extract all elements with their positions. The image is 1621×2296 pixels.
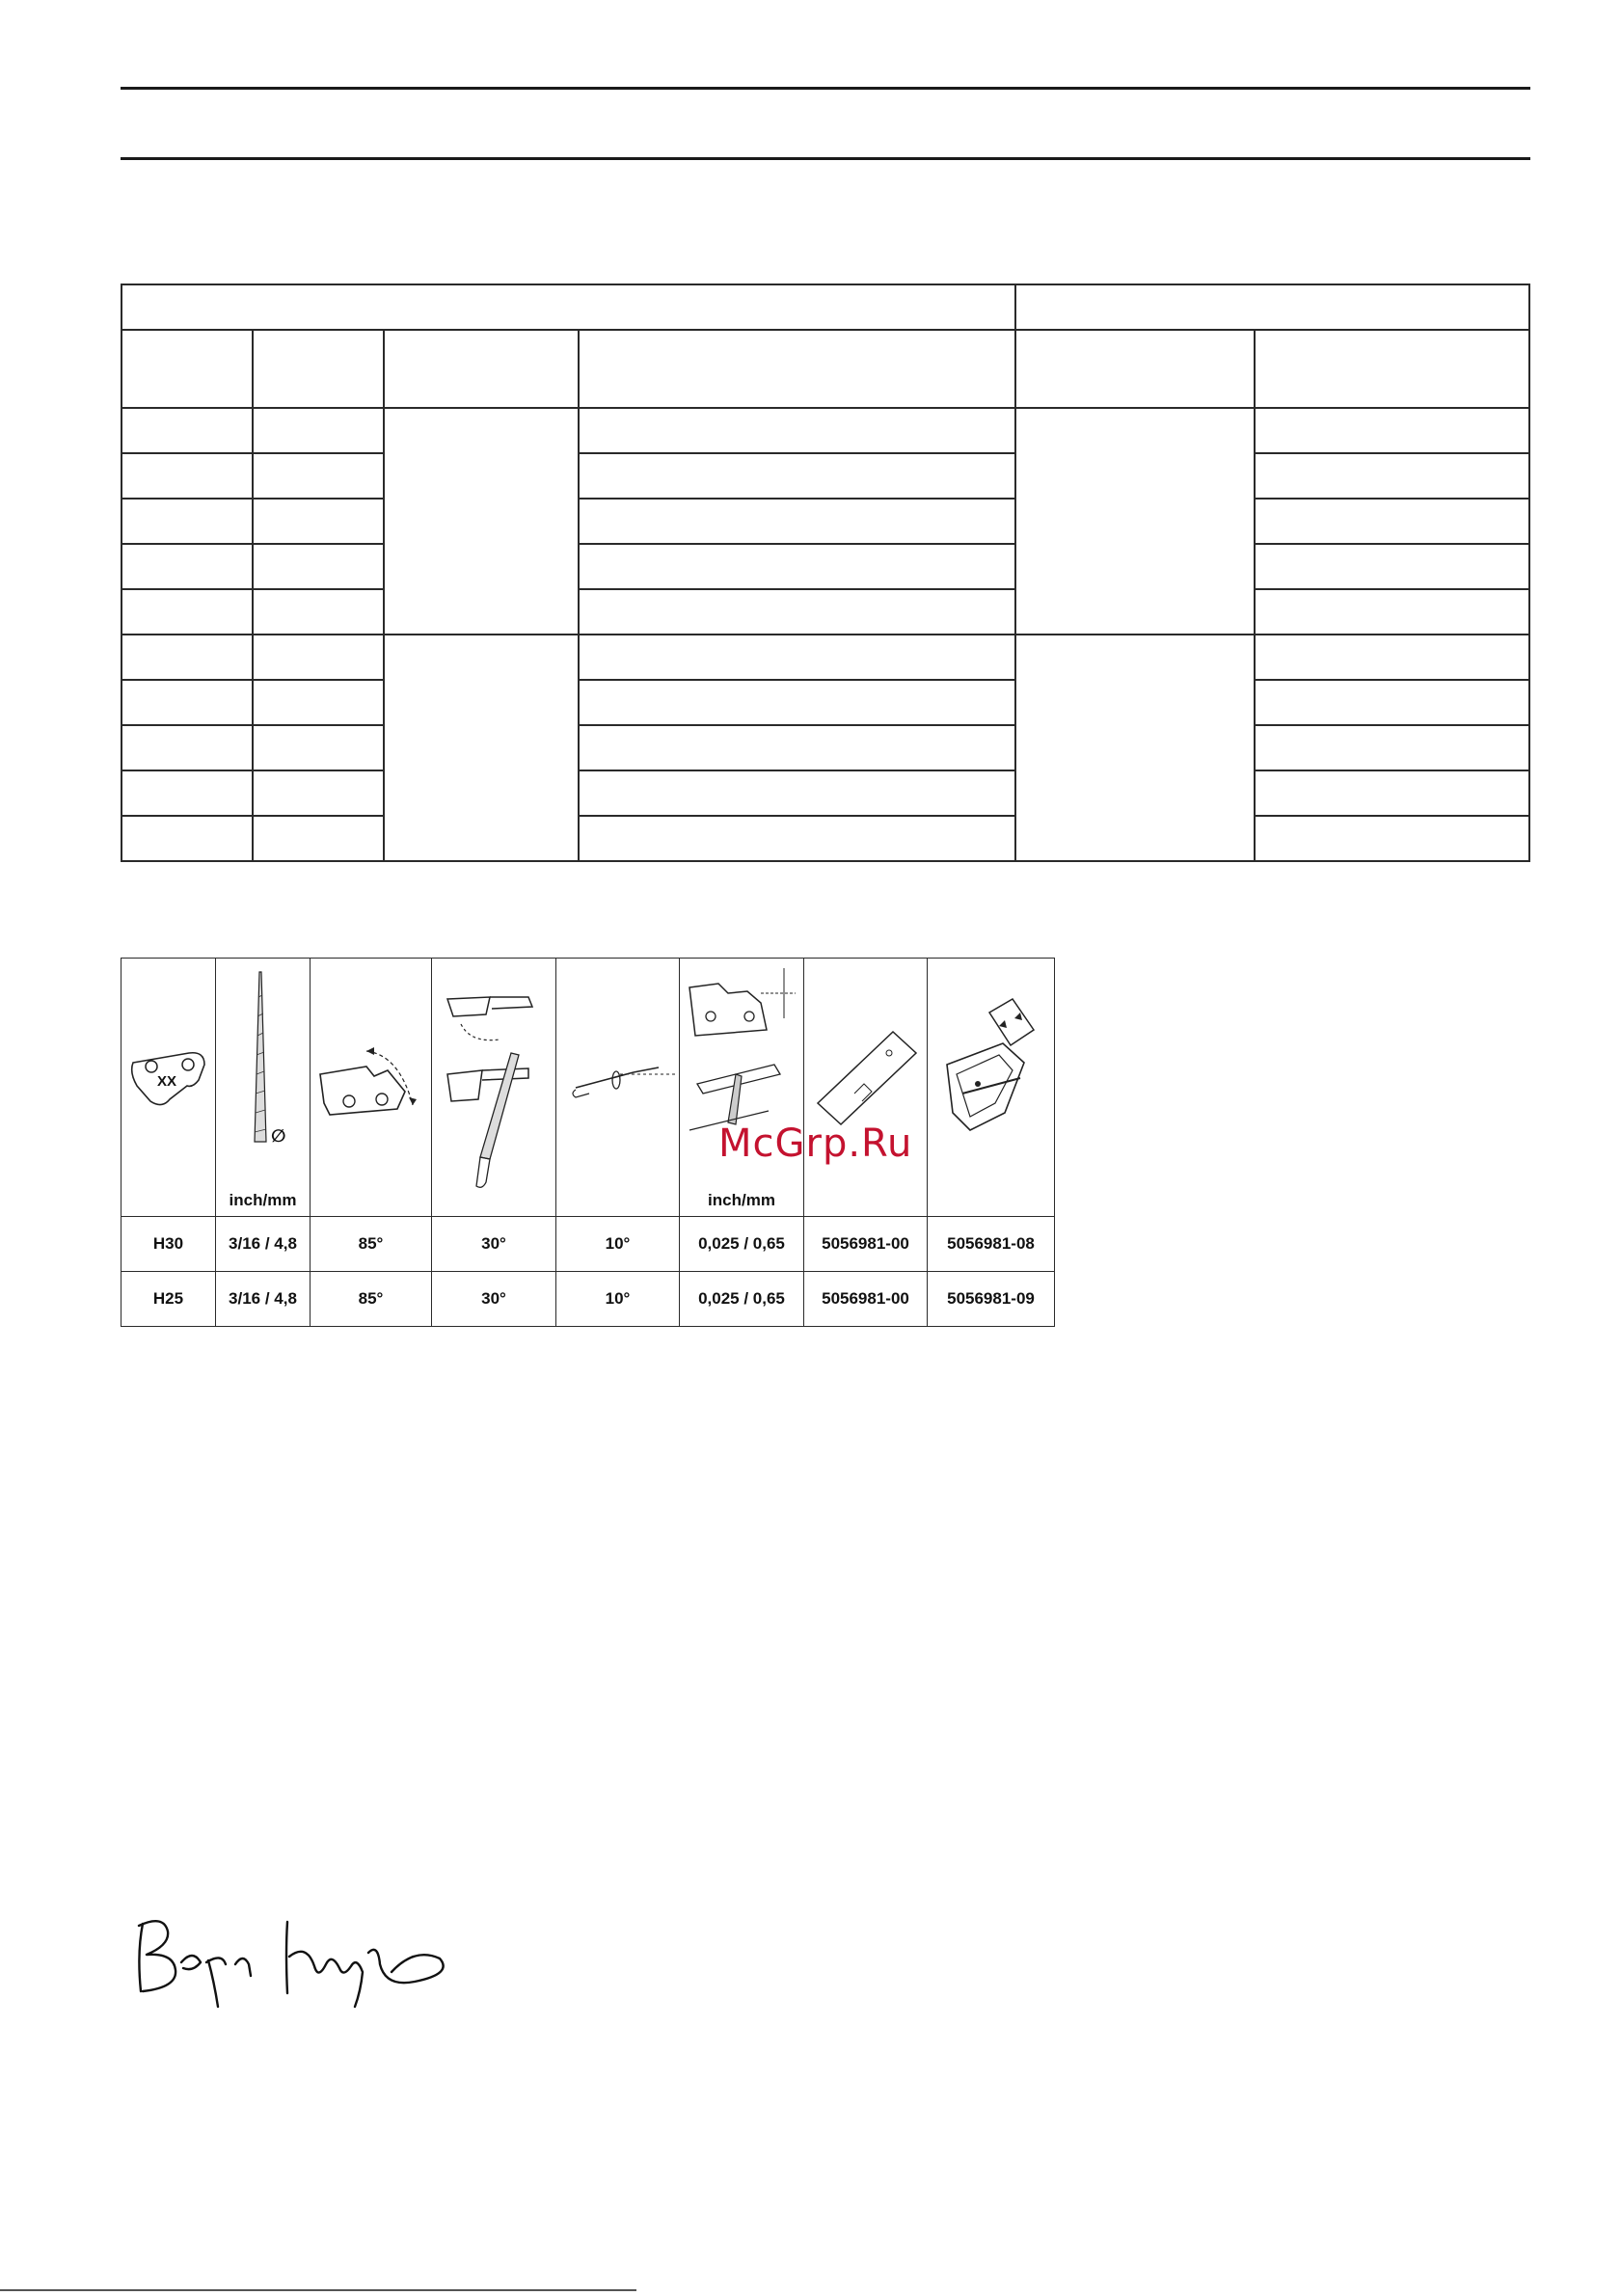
table-cell bbox=[1255, 589, 1529, 635]
table-cell bbox=[1255, 499, 1529, 544]
table-cell bbox=[122, 544, 253, 589]
chain-type-cell: H30 bbox=[122, 1217, 216, 1272]
filing-angle-value: 30° bbox=[432, 1272, 556, 1327]
depth-angle-value: 10° bbox=[556, 1272, 680, 1327]
table-row bbox=[122, 589, 1529, 635]
column-header-cell bbox=[122, 330, 253, 408]
column-header-cell bbox=[253, 330, 384, 408]
column-header-cell bbox=[579, 330, 1014, 408]
table-cell bbox=[253, 770, 384, 816]
bar-chain-combination-table bbox=[121, 284, 1530, 862]
depth-gauge-tool-icon bbox=[804, 959, 928, 1216]
table-cell bbox=[253, 453, 384, 499]
table-cell bbox=[122, 635, 253, 680]
round-file-icon bbox=[216, 959, 311, 1216]
table-cell bbox=[253, 680, 384, 725]
table-cell bbox=[122, 770, 253, 816]
table-cell bbox=[579, 544, 1014, 589]
table-row bbox=[122, 680, 1529, 725]
table-cell bbox=[253, 544, 384, 589]
group-header-cell-right bbox=[1015, 284, 1529, 330]
table-cell bbox=[579, 589, 1014, 635]
file-holder-part-number: 5056981-09 bbox=[928, 1272, 1055, 1327]
table-row bbox=[122, 635, 1529, 680]
chain-sharpening-spec-table bbox=[121, 958, 1055, 1327]
link-marking-text: XX bbox=[156, 1073, 177, 1090]
table-cell bbox=[1255, 453, 1529, 499]
chain-marking-cell bbox=[122, 959, 216, 1217]
table-cell bbox=[253, 725, 384, 770]
spec-icon-row bbox=[122, 959, 1055, 1217]
depth-gauge-tool-cell bbox=[804, 959, 928, 1217]
file-holder-icon bbox=[928, 959, 1055, 1216]
table-row bbox=[122, 816, 1529, 861]
table-row bbox=[122, 770, 1529, 816]
table-cell bbox=[579, 499, 1014, 544]
handwritten-signature bbox=[125, 1914, 473, 2020]
top-plate-angle-icon bbox=[311, 959, 432, 1216]
table-cell bbox=[579, 408, 1014, 453]
depth-gauge-value: 0,025 / 0,65 bbox=[680, 1272, 804, 1327]
table-cell bbox=[579, 680, 1014, 725]
table-cell bbox=[579, 725, 1014, 770]
file-unit-label: inch/mm bbox=[229, 1191, 297, 1209]
header-rule bbox=[121, 157, 1530, 160]
chain-link-marking-icon bbox=[122, 959, 216, 1216]
table-cell bbox=[1255, 544, 1529, 589]
table-cell bbox=[253, 499, 384, 544]
top-plate-angle-value: 85° bbox=[311, 1272, 432, 1327]
top-plate-angle-cell bbox=[311, 959, 432, 1217]
table-row bbox=[122, 408, 1529, 453]
gauge-tool-part-number: 5056981-00 bbox=[804, 1217, 928, 1272]
depth-gauge-unit-label: inch/mm bbox=[708, 1191, 775, 1209]
merged-cell bbox=[1015, 635, 1256, 861]
depth-gauge-value: 0,025 / 0,65 bbox=[680, 1217, 804, 1272]
table-cell bbox=[122, 589, 253, 635]
merged-cell bbox=[384, 635, 580, 861]
top-rule bbox=[121, 87, 1530, 90]
column-header-cell bbox=[1015, 330, 1256, 408]
table-cell bbox=[1255, 770, 1529, 816]
table-cell bbox=[122, 816, 253, 861]
table-cell bbox=[579, 770, 1014, 816]
file-size-cell: 3/16 / 4,8 bbox=[216, 1217, 311, 1272]
top-plate-angle-value: 85° bbox=[311, 1217, 432, 1272]
depth-gauge-cell bbox=[680, 959, 804, 1217]
table-cell bbox=[1255, 816, 1529, 861]
table-group-header-row bbox=[122, 284, 1529, 330]
table-cell bbox=[1255, 635, 1529, 680]
table-row bbox=[122, 453, 1529, 499]
filing-angle-icon bbox=[432, 959, 556, 1216]
table-cell bbox=[122, 680, 253, 725]
table-row bbox=[122, 725, 1529, 770]
table-row bbox=[122, 1272, 1055, 1327]
footer-rule bbox=[0, 2289, 636, 2291]
table-cell bbox=[579, 453, 1014, 499]
filing-angle-value: 30° bbox=[432, 1217, 556, 1272]
table-row bbox=[122, 1217, 1055, 1272]
depth-gauge-icon bbox=[680, 959, 804, 1216]
table-row bbox=[122, 544, 1529, 589]
file-holder-part-number: 5056981-08 bbox=[928, 1217, 1055, 1272]
table-cell bbox=[122, 408, 253, 453]
depth-angle-icon bbox=[556, 959, 680, 1216]
table-cell bbox=[253, 635, 384, 680]
table-cell bbox=[253, 408, 384, 453]
table-cell bbox=[579, 816, 1014, 861]
depth-angle-cell bbox=[556, 959, 680, 1217]
table-cell bbox=[253, 816, 384, 861]
diameter-symbol: ∅ bbox=[271, 1126, 286, 1147]
table-row bbox=[122, 499, 1529, 544]
column-header-cell bbox=[384, 330, 580, 408]
table-cell bbox=[1255, 680, 1529, 725]
table-cell bbox=[122, 453, 253, 499]
column-header-cell bbox=[1255, 330, 1529, 408]
chain-type-cell: H25 bbox=[122, 1272, 216, 1327]
file-size-cell: 3/16 / 4,8 bbox=[216, 1272, 311, 1327]
file-diameter-cell bbox=[216, 959, 311, 1217]
depth-angle-value: 10° bbox=[556, 1217, 680, 1272]
group-header-cell-left bbox=[122, 284, 1015, 330]
watermark-text: McGrp.Ru bbox=[718, 1121, 913, 1166]
file-holder-cell bbox=[928, 959, 1055, 1217]
filing-angle-cell bbox=[432, 959, 556, 1217]
table-cell bbox=[122, 499, 253, 544]
table-cell bbox=[1255, 725, 1529, 770]
merged-cell bbox=[384, 408, 580, 635]
table-column-header-row bbox=[122, 330, 1529, 408]
table-cell bbox=[122, 725, 253, 770]
table-cell bbox=[1255, 408, 1529, 453]
table-cell bbox=[253, 589, 384, 635]
merged-cell bbox=[1015, 408, 1256, 635]
gauge-tool-part-number: 5056981-00 bbox=[804, 1272, 928, 1327]
table-cell bbox=[579, 635, 1014, 680]
